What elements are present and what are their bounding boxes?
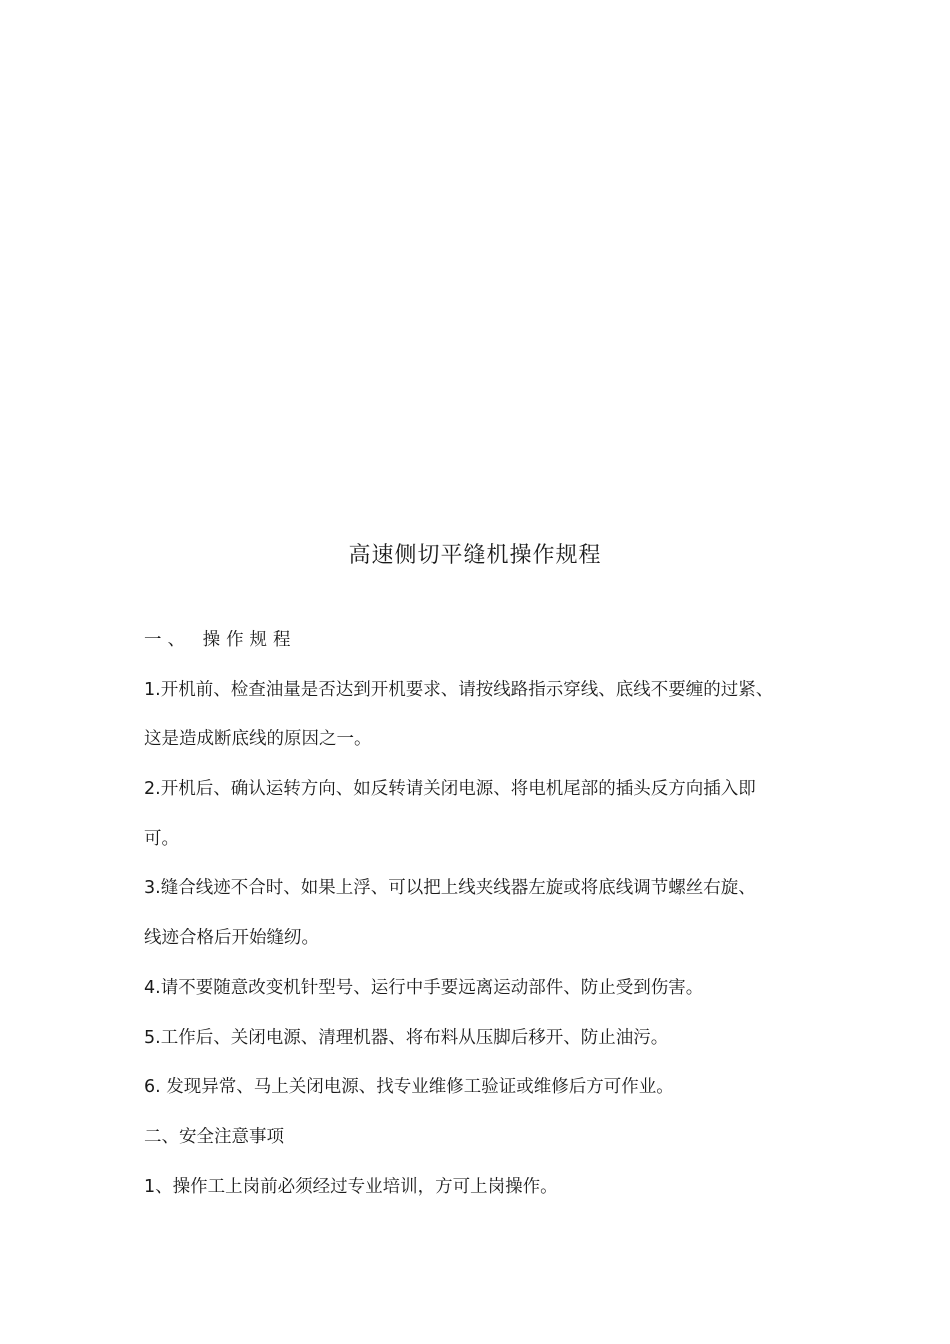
paragraph-line: 这是造成断底线的原因之一。	[144, 729, 372, 750]
paragraph-line: 可。	[144, 828, 179, 849]
document-body	[144, 616, 824, 1212]
section-heading-safety: 二、安全注意事项	[144, 1126, 284, 1147]
section-heading-operation: 一、 操作规程	[144, 630, 297, 650]
paragraph-line: 1.开机前、检查油量是否达到开机要求、请按线路指示穿线、底线不要缠的过紧、	[144, 679, 774, 700]
document-title: 高速侧切平缝机操作规程	[348, 543, 602, 568]
paragraph-line: 6. 发现异常、马上关闭电源、找专业维修工验证或维修后方可作业。	[144, 1077, 674, 1098]
paragraph-line: 1、操作工上岗前必须经过专业培训，方可上岗操作。	[144, 1176, 558, 1197]
paragraph-line: 4.请不要随意改变机针型号、运行中手要远离运动部件、防止受到伤害。	[144, 977, 704, 998]
paragraph-line: 5.工作后、关闭电源、清理机器、将布料从压脚后移开、防止油污。	[144, 1027, 669, 1048]
paragraph-line: 3.缝合线迹不合时、如果上浮、可以把上线夹线器左旋或将底线调节螺丝右旋、	[144, 878, 756, 899]
paragraph-line: 线迹合格后开始缝纫。	[144, 928, 319, 949]
paragraph-line: 2.开机后、确认运转方向、如反转请关闭电源、将电机尾部的插头反方向插入即	[144, 779, 756, 800]
